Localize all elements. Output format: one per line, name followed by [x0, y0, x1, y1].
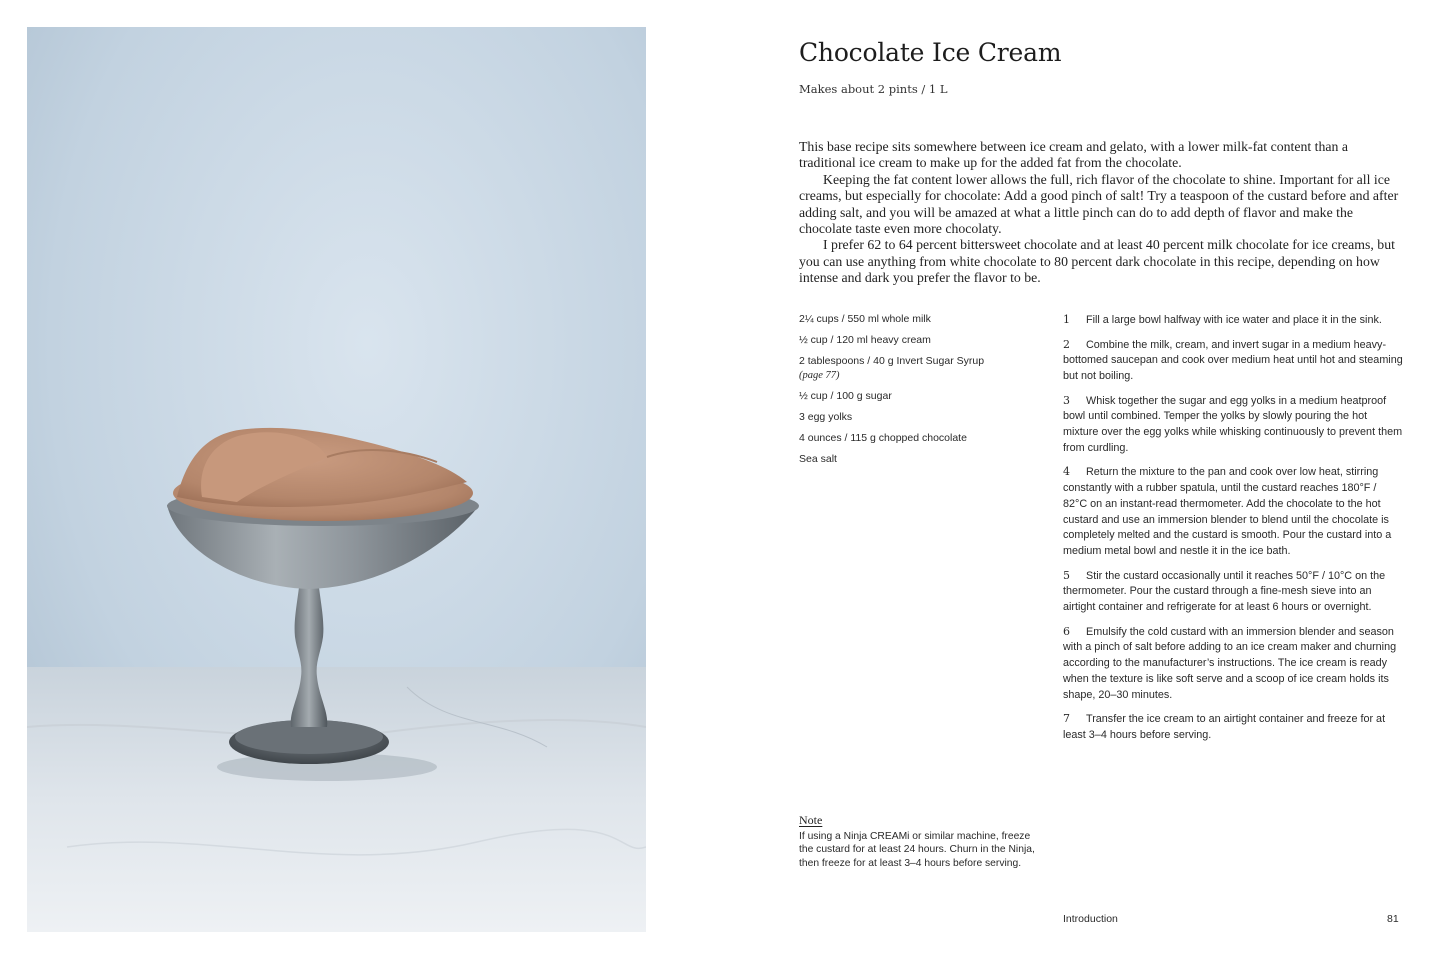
- ingredient-item: ½ cup / 120 ml heavy cream: [799, 334, 931, 346]
- ingredient-text: 2 tablespoons / 40 g Invert Sugar Syrup: [799, 355, 985, 367]
- ice-cream-coupe-illustration: [27, 27, 646, 932]
- note-text: If using a Ninja CREAMi or similar machine, freeze the custard for at least 24 hours. Churn in the Ninja, then freeze for at least 3–4 hours before serving.: [799, 831, 1035, 869]
- step-text: Whisk together the sugar and egg yolks in a medium heatproof bowl until combined. Temper the yolks by slowly pouring the hot mixture over the egg yolks while whisking continuously to prevent them from curdling.: [1063, 394, 1403, 454]
- step-item: [1063, 312, 1403, 329]
- ingredient-item: [799, 355, 1029, 382]
- ingredients-list: [799, 313, 1029, 474]
- recipe-title: Chocolate Ice Cream: [799, 38, 1062, 67]
- step-text: Stir the custard occasionally until it reaches 50°F / 10°C on the thermometer. Pour the custard through a fine-mesh sieve into an airtight container and refrigerate for at least 6 hours or overnight.: [1063, 569, 1386, 614]
- ingredient-item: 3 egg yolks: [799, 410, 853, 423]
- step-number: 4: [1063, 465, 1070, 479]
- step-item: [1063, 464, 1403, 560]
- step-number: 2: [1063, 337, 1070, 351]
- step-text: Emulsify the cold custard with an immersion blender and season with a pinch of salt before adding to an ice cream maker and churning according to the manufacturer’s instructions. The ice cream is ready when the texture is like soft serve and a scoop of ice cream holds its shape, 20–30 minutes.: [1063, 625, 1397, 701]
- step-item: [1063, 568, 1403, 616]
- intro-paragraph: Keeping the fat content lower allows the full, rich flavor of the chocolate to shine. Important for all ice creams, but especially for chocolate: Add a good pinch of salt! Try a teaspoon of the custard before and after adding salt, and you will be amazed at what a little pinch can do to add depth of flavor and make the chocolate taste even more chocolaty.: [799, 171, 1399, 237]
- step-item: [1063, 393, 1403, 457]
- step-text: Transfer the ice cream to an airtight container and freeze for at least 3–4 hours before serving.: [1063, 713, 1386, 742]
- step-number: 6: [1063, 624, 1070, 638]
- method-steps: [1063, 312, 1403, 752]
- ingredient-item: Sea salt: [799, 452, 837, 465]
- ingredient-item: 2¼ cups / 550 ml whole milk: [799, 313, 931, 325]
- note-heading: Note: [799, 813, 823, 827]
- step-text: Combine the milk, cream, and invert sugar in a medium heavy-bottomed saucepan and cook over medium heat until hot and steaming but not boiling.: [1063, 338, 1403, 383]
- step-item: [1063, 711, 1403, 744]
- step-text: Fill a large bowl halfway with ice water and place it in the sink.: [1086, 314, 1382, 326]
- step-number: 5: [1063, 568, 1070, 582]
- recipe-intro: [799, 139, 1399, 287]
- recipe-yield: Makes about 2 pints / 1 L: [799, 82, 948, 96]
- ingredient-item: 4 ounces / 115 g chopped chocolate: [799, 431, 967, 444]
- recipe-photo: [27, 27, 646, 932]
- page-number: 81: [1387, 913, 1399, 925]
- ingredient-item: ½ cup / 100 g sugar: [799, 389, 892, 402]
- step-number: 3: [1063, 393, 1070, 407]
- step-item: [1063, 624, 1403, 704]
- step-item: [1063, 337, 1403, 385]
- intro-paragraph: This base recipe sits somewhere between ice cream and gelato, with a lower milk-fat content than a traditional ice cream to make up for the added fat from the chocolate.: [799, 139, 1348, 171]
- step-number: 1: [1063, 313, 1070, 326]
- intro-paragraph: I prefer 62 to 64 percent bittersweet chocolate and at least 40 percent milk chocolate for ice creams, but you can use anything from white chocolate to 80 percent dark chocolate in this recipe, depending on how intense and dark you prefer the flavor to be.: [799, 237, 1395, 286]
- step-number: 7: [1063, 712, 1070, 726]
- step-text: Return the mixture to the pan and cook over low heat, stirring constantly with a rubber spatula, until the custard reaches 180°F / 82°C on an instant-read thermometer. Add the chocolate to the hot custard and use an immersion blender to blend until the chocolate is completely melted and the custard is smooth. Pour the custard into a medium metal bowl and nestle it in the ice bath.: [1063, 466, 1392, 558]
- footer-section-label: Introduction: [1063, 913, 1118, 925]
- page-reference: (page 77): [799, 369, 840, 381]
